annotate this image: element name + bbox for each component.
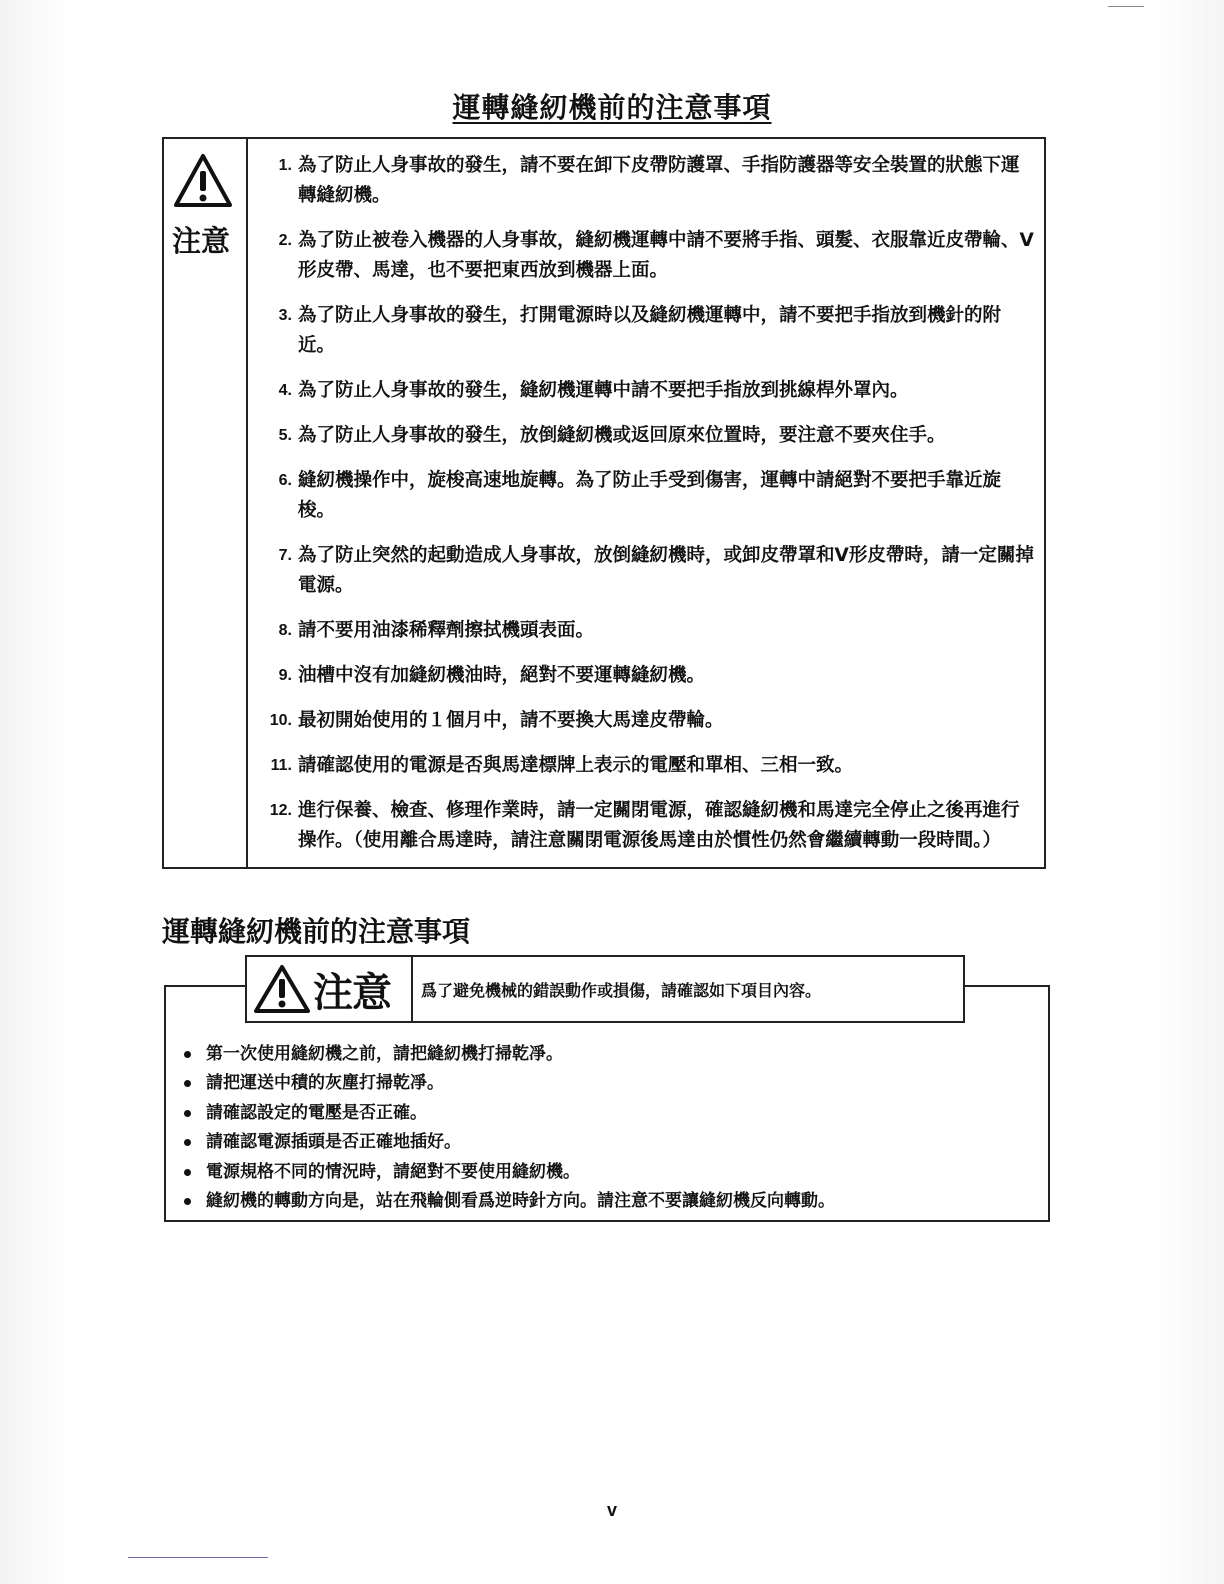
caution-item-number: 10. <box>269 712 292 729</box>
caution-item <box>264 661 1036 691</box>
caution-item-number: 12. <box>269 802 292 819</box>
caution-item <box>264 466 1036 526</box>
caution-item <box>264 226 1036 286</box>
caution-item-text: 油槽中沒有加縫紉機油時，絕對不要運轉縫紉機。 <box>298 665 706 686</box>
precaution-intro: 爲了避免機械的錯誤動作或損傷，請確認如下項目內容。 <box>421 980 822 1000</box>
caution-item <box>264 541 1036 601</box>
caution-item-number: 5. <box>278 427 292 444</box>
page-edge-left <box>0 0 70 1584</box>
precaution-list <box>184 1040 835 1216</box>
caution-item-text: 最初開始使用的１個月中，請不要換大馬達皮帶輪。 <box>298 710 724 731</box>
caution-item-text: 請確認使用的電源是否與馬達標牌上表示的電壓和單相、三相一致。 <box>298 755 854 776</box>
caution-item-text: 為了防止人身事故的發生，請不要在卸下皮帶防護罩、手指防護器等安全裝置的狀態下運轉縫紉機。 <box>298 155 1020 206</box>
corner-mark <box>1108 6 1144 7</box>
caution-list <box>264 151 1036 871</box>
caution-side-panel <box>164 139 248 867</box>
precaution-caution-label: 注意 <box>313 969 391 1016</box>
caution-item <box>264 706 1036 736</box>
caution-item-number: 3. <box>278 307 292 324</box>
caution-item <box>264 796 1036 856</box>
caution-item-text: 縫紉機操作中，旋梭高速地旋轉。為了防止手受到傷害，運轉中請絕對不要把手靠近旋梭。 <box>298 470 1002 521</box>
page-edge-right <box>1154 0 1224 1584</box>
caution-item-number: 8. <box>278 622 292 639</box>
warning-triangle-icon <box>173 153 233 209</box>
caution-item-number: 7. <box>278 547 292 564</box>
warning-triangle-icon <box>253 964 311 1014</box>
caution-item-number: 2. <box>278 232 292 249</box>
caution-item-text: 進行保養、檢查、修理作業時，請一定關閉電源，確認縫紉機和馬達完全停止之後再進行操作。（使用離合馬達時，請注意關閉電源後馬達由於慣性仍然會繼續轉動一段時間。） <box>298 800 1020 851</box>
footer-line <box>128 1557 268 1558</box>
caution-item-text: 為了防止人身事故的發生，放倒縫紉機或返回原來位置時，要注意不要夾住手。 <box>298 425 946 446</box>
section-title: 運轉縫紉機前的注意事項 <box>162 915 471 948</box>
caution-item <box>264 151 1036 211</box>
precaution-header <box>245 955 965 1023</box>
caution-item-number: 9. <box>278 667 292 684</box>
page-number: v <box>606 1500 617 1520</box>
caution-item <box>264 616 1036 646</box>
precaution-item: 請把運送中積的灰塵打掃乾凈。 <box>184 1069 835 1098</box>
caution-item-number: 1. <box>278 157 292 174</box>
page-title: 運轉縫紉機前的注意事項 <box>452 91 772 124</box>
caution-item <box>264 751 1036 781</box>
caution-item-number: 6. <box>278 472 292 489</box>
caution-item <box>264 376 1036 406</box>
caution-box <box>162 137 1046 869</box>
caution-item-text: 請不要用油漆稀釋劑擦拭機頭表面。 <box>298 620 595 641</box>
caution-item-text: 為了防止突然的起動造成人身事故，放倒縫紉機時，或卸皮帶罩和V形皮帶時，請一定關掉電源。 <box>298 545 1034 596</box>
precaution-header-badge <box>247 957 413 1021</box>
caution-item-number: 11. <box>270 757 292 774</box>
caution-item-number: 4. <box>278 382 292 399</box>
precaution-item: 第一次使用縫紉機之前，請把縫紉機打掃乾凈。 <box>184 1040 835 1069</box>
caution-item-text: 為了防止人身事故的發生，打開電源時以及縫紉機運轉中，請不要把手指放到機針的附近。 <box>298 305 1002 356</box>
caution-item-text: 為了防止人身事故的發生，縫紉機運轉中請不要把手指放到挑線桿外罩內。 <box>298 380 909 401</box>
caution-item <box>264 421 1036 451</box>
precaution-item: 縫紉機的轉動方向是，站在飛輪側看爲逆時針方向。請注意不要讓縫紉機反向轉動。 <box>184 1187 835 1216</box>
caution-item-text: 為了防止被卷入機器的人身事故，縫紉機運轉中請不要將手指、頭髮、衣服靠近皮帶輪、V形皮帶、馬達，也不要把東西放到機器上面。 <box>298 230 1034 281</box>
precaution-item: 電源規格不同的情況時，請絕對不要使用縫紉機。 <box>184 1158 835 1187</box>
precaution-item: 請確認設定的電壓是否正確。 <box>184 1099 835 1128</box>
caution-label: 注意 <box>172 224 231 258</box>
precaution-item: 請確認電源插頭是否正確地插好。 <box>184 1128 835 1157</box>
caution-item <box>264 301 1036 361</box>
